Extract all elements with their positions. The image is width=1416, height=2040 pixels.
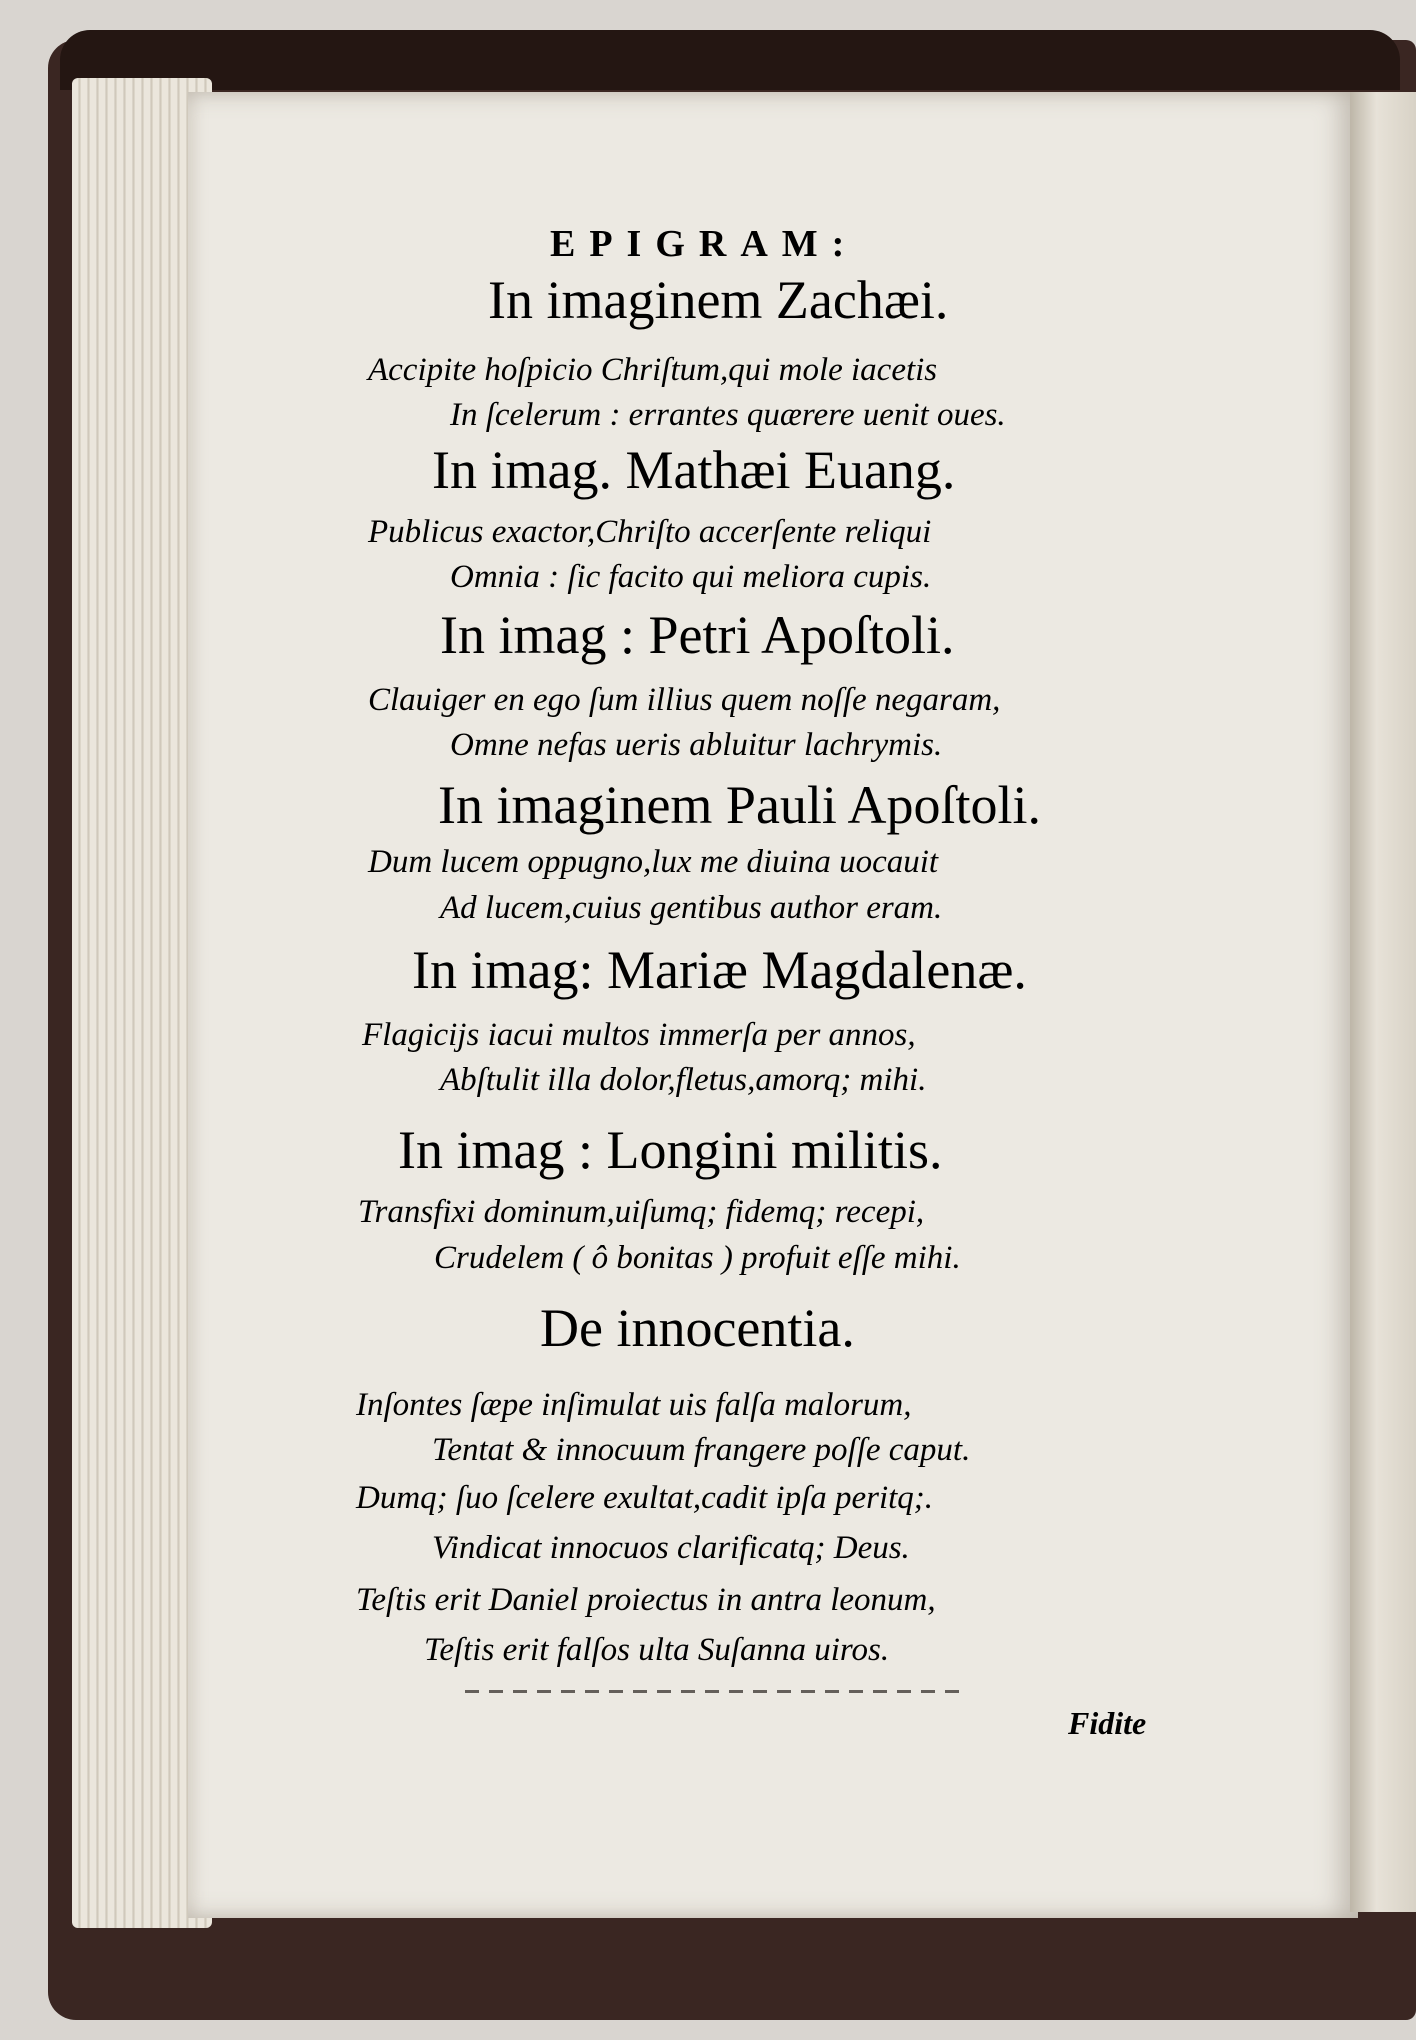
verse-line: Omne nefas ueris abluitur lachrymis. (450, 727, 943, 763)
section-title: In imaginem Zachæi. (488, 270, 949, 330)
verse-line: Vindicat innocuos clarificatq; Deus. (432, 1530, 910, 1566)
ornamental-rule (465, 1690, 965, 1693)
verse-line: Teſtis erit falſos ulta Suſanna uiros. (424, 1632, 890, 1668)
verse-line: Dum lucem oppugno,lux me diuina uocauit (368, 844, 939, 880)
verse-line: Abſtulit illa dolor,fletus,amorq; mihi. (440, 1062, 927, 1098)
verse-line: Clauiger en ego ſum illius quem noſſe negaram, (368, 682, 1001, 718)
facing-page-edge (1350, 92, 1416, 1912)
section-title: In imag. Mathæi Euang. (432, 440, 956, 500)
section-title: In imaginem Pauli Apoſtoli. (438, 775, 1041, 835)
section-title: In imag: Mariæ Magdalenæ. (412, 940, 1027, 1000)
verse-line: In ſcelerum : errantes quærere uenit oues. (450, 397, 1006, 433)
verse-line: Accipite hoſpicio Chriſtum,qui mole iacetis (368, 352, 938, 388)
verse-line: Transfixi dominum,uiſumq; fidemq; recepi, (358, 1194, 925, 1230)
verse-line: Crudelem ( ô bonitas ) profuit eſſe mihi. (434, 1240, 961, 1276)
section-title: De innocentia. (540, 1298, 855, 1358)
verse-line: Omnia : ſic facito qui meliora cupis. (450, 559, 932, 595)
verse-line: Teſtis erit Daniel proiectus in antra leonum, (356, 1582, 936, 1618)
verse-line: Ad lucem,cuius gentibus author eram. (440, 890, 943, 926)
verse-line: Dumq; ſuo ſcelere exultat,cadit ipſa peritq;. (356, 1480, 934, 1516)
section-title: In imag : Petri Apoſtoli. (440, 605, 955, 665)
verse-line: Flagicijs iacui multos immerſa per annos, (362, 1017, 916, 1053)
verse-line: Publicus exactor,Chriſto accerſente reliqui (368, 514, 932, 550)
book-cover-top (60, 30, 1400, 90)
catchword: Fidite (1068, 1705, 1147, 1741)
verse-line: Tentat & innocuum frangere poſſe caput. (432, 1432, 971, 1468)
section-title: In imag : Longini militis. (398, 1120, 943, 1180)
running-head: EPIGRAM: (550, 223, 859, 265)
verse-line: Inſontes ſæpe inſimulat uis falſa malorum, (356, 1387, 912, 1423)
